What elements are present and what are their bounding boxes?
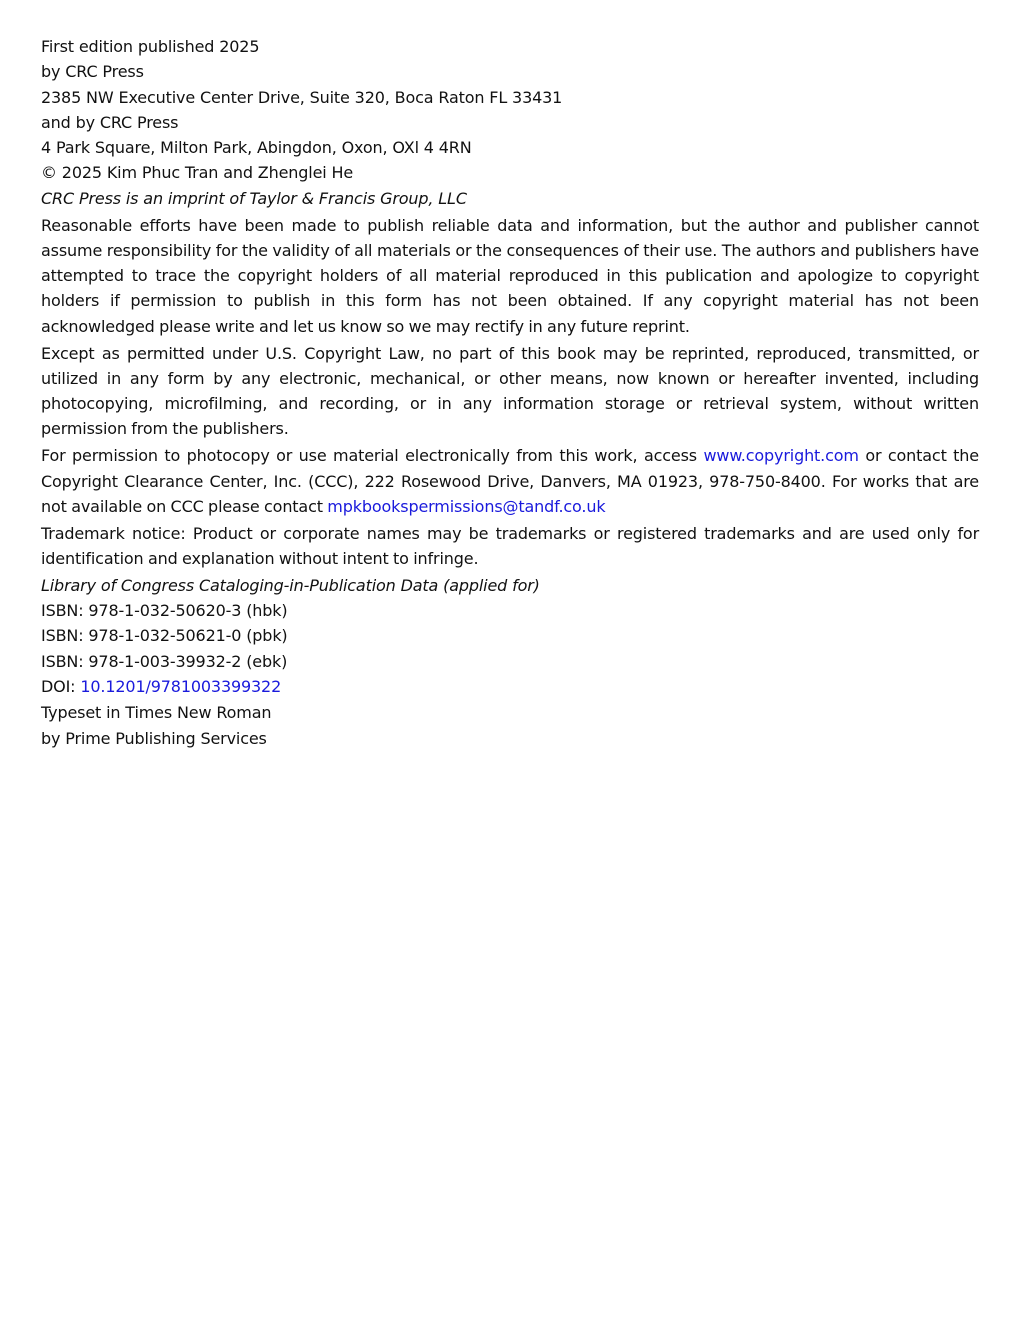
- permissions-text-middle: or contact the Copyright Clearance Center, Inc. (CCC), 222 Rosewood Drive, Danvers, MA 01923, 978-750-8400. For works that are not available on CCC please contact: [41, 446, 979, 516]
- copyright-website-link[interactable]: www.copyright.com: [703, 446, 859, 466]
- publisher-line: by CRC Press: [41, 62, 144, 82]
- permissions-email-link[interactable]: mpkbookspermissions@tandf.co.uk: [327, 496, 606, 516]
- imprint-note: CRC Press is an imprint of Taylor & Francis Group, LLC: [41, 188, 467, 208]
- co-publisher-line: and by CRC Press: [41, 112, 179, 132]
- doi-label: DOI:: [41, 676, 81, 696]
- publisher-address: 2385 NW Executive Center Drive, Suite 320, Boca Raton FL 33431: [41, 87, 563, 107]
- permissions-paragraph: [41, 443, 979, 519]
- copyright-notice: © 2025 Kim Phuc Tran and Zhenglei He: [41, 163, 354, 183]
- co-publisher-address: 4 Park Square, Milton Park, Abingdon, Oxon, OXl 4 4RN: [41, 138, 472, 158]
- isbn-hardback: ISBN: 978-1-032-50620-3 (hbk): [41, 601, 288, 621]
- isbn-paperback: ISBN: 978-1-032-50621-0 (pbk): [41, 626, 288, 646]
- doi-line: [41, 674, 979, 699]
- disclaimer-paragraph: Reasonable efforts have been made to publish reliable data and information, but the author and publisher cannot assume responsibility for the validity of all materials or the consequences of their use. The authors and publishers have attempted to trace the copyright holders of all material reproduced in this publication and apologize to copyright holders if permission to publish in this form has not been obtained. If any copyright material has not been acknowledged please write and let us know so we may rectify in any future reprint.: [41, 215, 979, 336]
- typesetter-name: by Prime Publishing Services: [41, 728, 267, 748]
- permissions-text-start: For permission to photocopy or use material electronically from this work, access: [41, 446, 704, 466]
- doi-link[interactable]: 10.1201/9781003399322: [80, 676, 282, 696]
- copyright-page: [41, 34, 979, 751]
- trademark-paragraph: Trademark notice: Product or corporate names may be trademarks or registered trademarks and are used only for identification and explanation without intent to infringe.: [41, 523, 979, 568]
- edition-statement: First edition published 2025: [41, 37, 260, 56]
- copyright-law-paragraph: Except as permitted under U.S. Copyright Law, no part of this book may be reprinted, reproduced, transmitted, or utilized in any form by any electronic, mechanical, or other means, now known or hereafter invented, including photocopying, microfilming, and recording, or in any information storage or retrieval system, without written permission from the publishers.: [41, 343, 979, 439]
- isbn-ebook: ISBN: 978-1-003-39932-2 (ebk): [41, 651, 288, 671]
- library-of-congress-note: Library of Congress Cataloging-in-Publication Data (applied for): [41, 575, 540, 595]
- typeset-statement: Typeset in Times New Roman: [41, 703, 272, 723]
